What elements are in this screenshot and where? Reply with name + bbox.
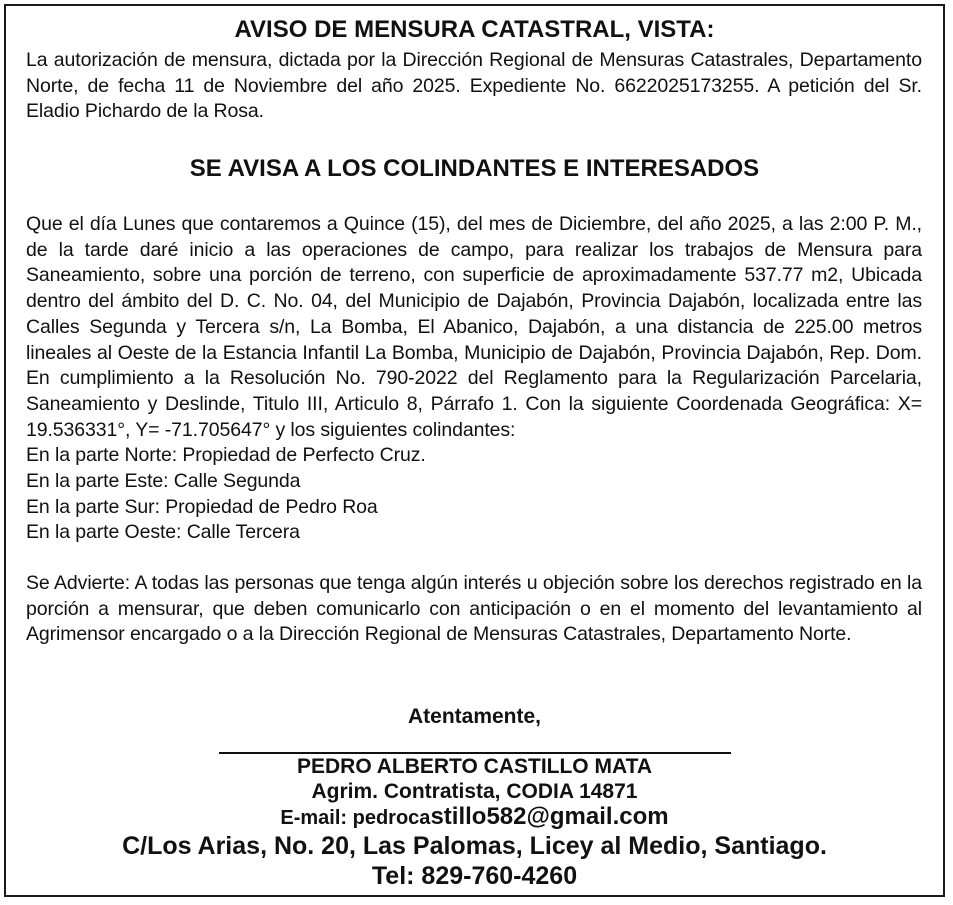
email-label: E-mail: pedroca (280, 807, 431, 829)
signer-address: C/Los Arias, No. 20, Las Palomas, Licey al Medio, Santiago. (122, 832, 827, 860)
boundary-south: En la parte Sur: Propiedad de Pedro Roa (26, 495, 378, 518)
notice-frame (4, 4, 945, 897)
warning-paragraph: Se Advierte: A todas las personas que tenga algún interés u objeción sobre los derechos registrado en la porción a mensurar, que deben comunicarlo con anticipación o en el momento del levantamiento al Agrimensor encargado o a la Dirección Regional de Mensuras Catastrales, Departamento Norte. (26, 572, 922, 646)
intro-paragraph: La autorización de mensura, dictada por la Dirección Regional de Mensuras Catastrales, Departamento Norte, de fecha 11 de Noviembre del año 2025. Expediente No. 6622025173255. A petición del Sr. Eladio Pichardo de la Rosa. (26, 49, 922, 123)
signer-name: PEDRO ALBERTO CASTILLO MATA (296, 755, 653, 778)
closing-text: Atentamente, (407, 705, 542, 728)
notice-title: AVISO DE MENSURA CATASTRAL, VISTA: (234, 16, 715, 43)
boundary-north: En la parte Norte: Propiedad de Perfecto Cruz. (26, 444, 426, 467)
boundary-east: En la parte Este: Calle Segunda (26, 470, 301, 493)
body-text: Que el día Lunes que contaremos a Quince (15), del mes de Diciembre, del año 2025, a las 2:00 P. M., de la tarde daré inicio a las operaciones de campo, para realizar los trabajos de Mensura para Saneamiento, sobre una porción de terreno, con superficie de aproximadamente 537.77 m2, Ubicada dentro del ámbito del D. C. No. 04, del Municipio de Dajabón, Provincia Dajabón, localizada entre las Calles Segunda y Tercera s/n, La Bomba, El Abanico, Dajabón, a una distancia de 225.00 metros lineales al Oeste de la Estancia Infantil La Bomba, Municipio de Dajabón, Provincia Dajabón, Rep. Dom. En cumplimiento a la Resolución No. 790-2022 del Reglamento para la Regularización Parcelaria, Saneamiento y Deslinde, Titulo III, Articulo 8, Párrafo 1. Con la siguiente Coordenada Geográfica: X= 19.536331°, Y= -71.705647° y los siguientes colindantes: (26, 213, 922, 441)
boundary-west: En la parte Oeste: Calle Tercera (26, 521, 300, 544)
notice-subtitle: SE AVISA A LOS COLINDANTES E INTERESADOS (189, 155, 760, 182)
signer-email (6, 802, 943, 833)
signer-phone: Tel: 829-760-4260 (371, 862, 578, 890)
email-address: stillo582@gmail.com (430, 803, 669, 830)
body-paragraph (26, 212, 922, 546)
signer-role: Agrim. Contratista, CODIA 14871 (311, 780, 638, 803)
